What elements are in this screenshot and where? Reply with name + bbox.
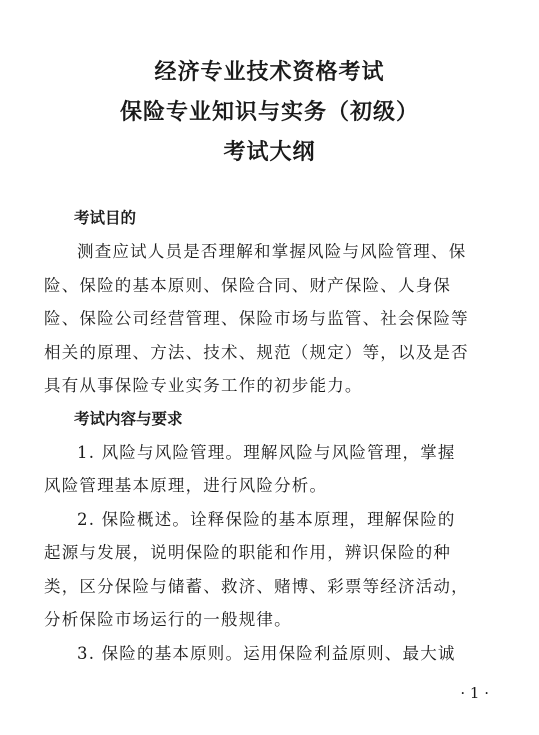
text-line: 测查应试人员是否理解和掌握风险与风险管理、保 — [77, 242, 467, 261]
text-line: 风险管理基本原理，进行风险分析。 — [44, 476, 328, 495]
text-line: 2. 保险概述。诠释保险的基本原理，理解保险的 — [77, 509, 456, 529]
section-exam-purpose — [44, 202, 495, 403]
text-line: 3. 保险的基本原则。运用保险利益原则、最大诚 — [77, 643, 456, 663]
text-line: 类，区分保险与储蓄、救济、赌博、彩票等经济活动， — [44, 576, 469, 596]
text-line: 险、保险的基本原则、保险合同、财产保险、人身保 — [44, 275, 452, 295]
text-line: 具有从事保险专业实务工作的初步能力。 — [44, 376, 363, 395]
text-line: 分析保险市场运行的一般规律。 — [44, 610, 292, 629]
page-number: · 1 · — [460, 684, 489, 702]
text-line: 险、保险公司经营管理、保险市场与监管、社会保险等 — [44, 309, 469, 328]
paragraph — [44, 436, 495, 503]
title-line: 考试大纲 — [223, 139, 316, 165]
paragraph — [44, 637, 495, 671]
text-line: 起源与发展，说明保险的职能和作用，辨识保险的种 — [44, 543, 452, 562]
title-line: 保险专业知识与实务（初级） — [119, 99, 419, 125]
document-title — [44, 52, 495, 172]
text-line: 1. 风险与风险管理。理解风险与风险管理，掌握 — [77, 442, 456, 462]
section-exam-content — [44, 403, 495, 671]
text-line: 相关的原理、方法、技术、规范（规定）等，以及是否 — [44, 342, 469, 362]
section-heading: 考试目的 — [74, 209, 137, 227]
title-line: 经济专业技术资格考试 — [154, 59, 385, 85]
paragraph — [44, 503, 495, 637]
paragraph — [44, 235, 495, 403]
section-heading: 考试内容与要求 — [74, 409, 183, 428]
